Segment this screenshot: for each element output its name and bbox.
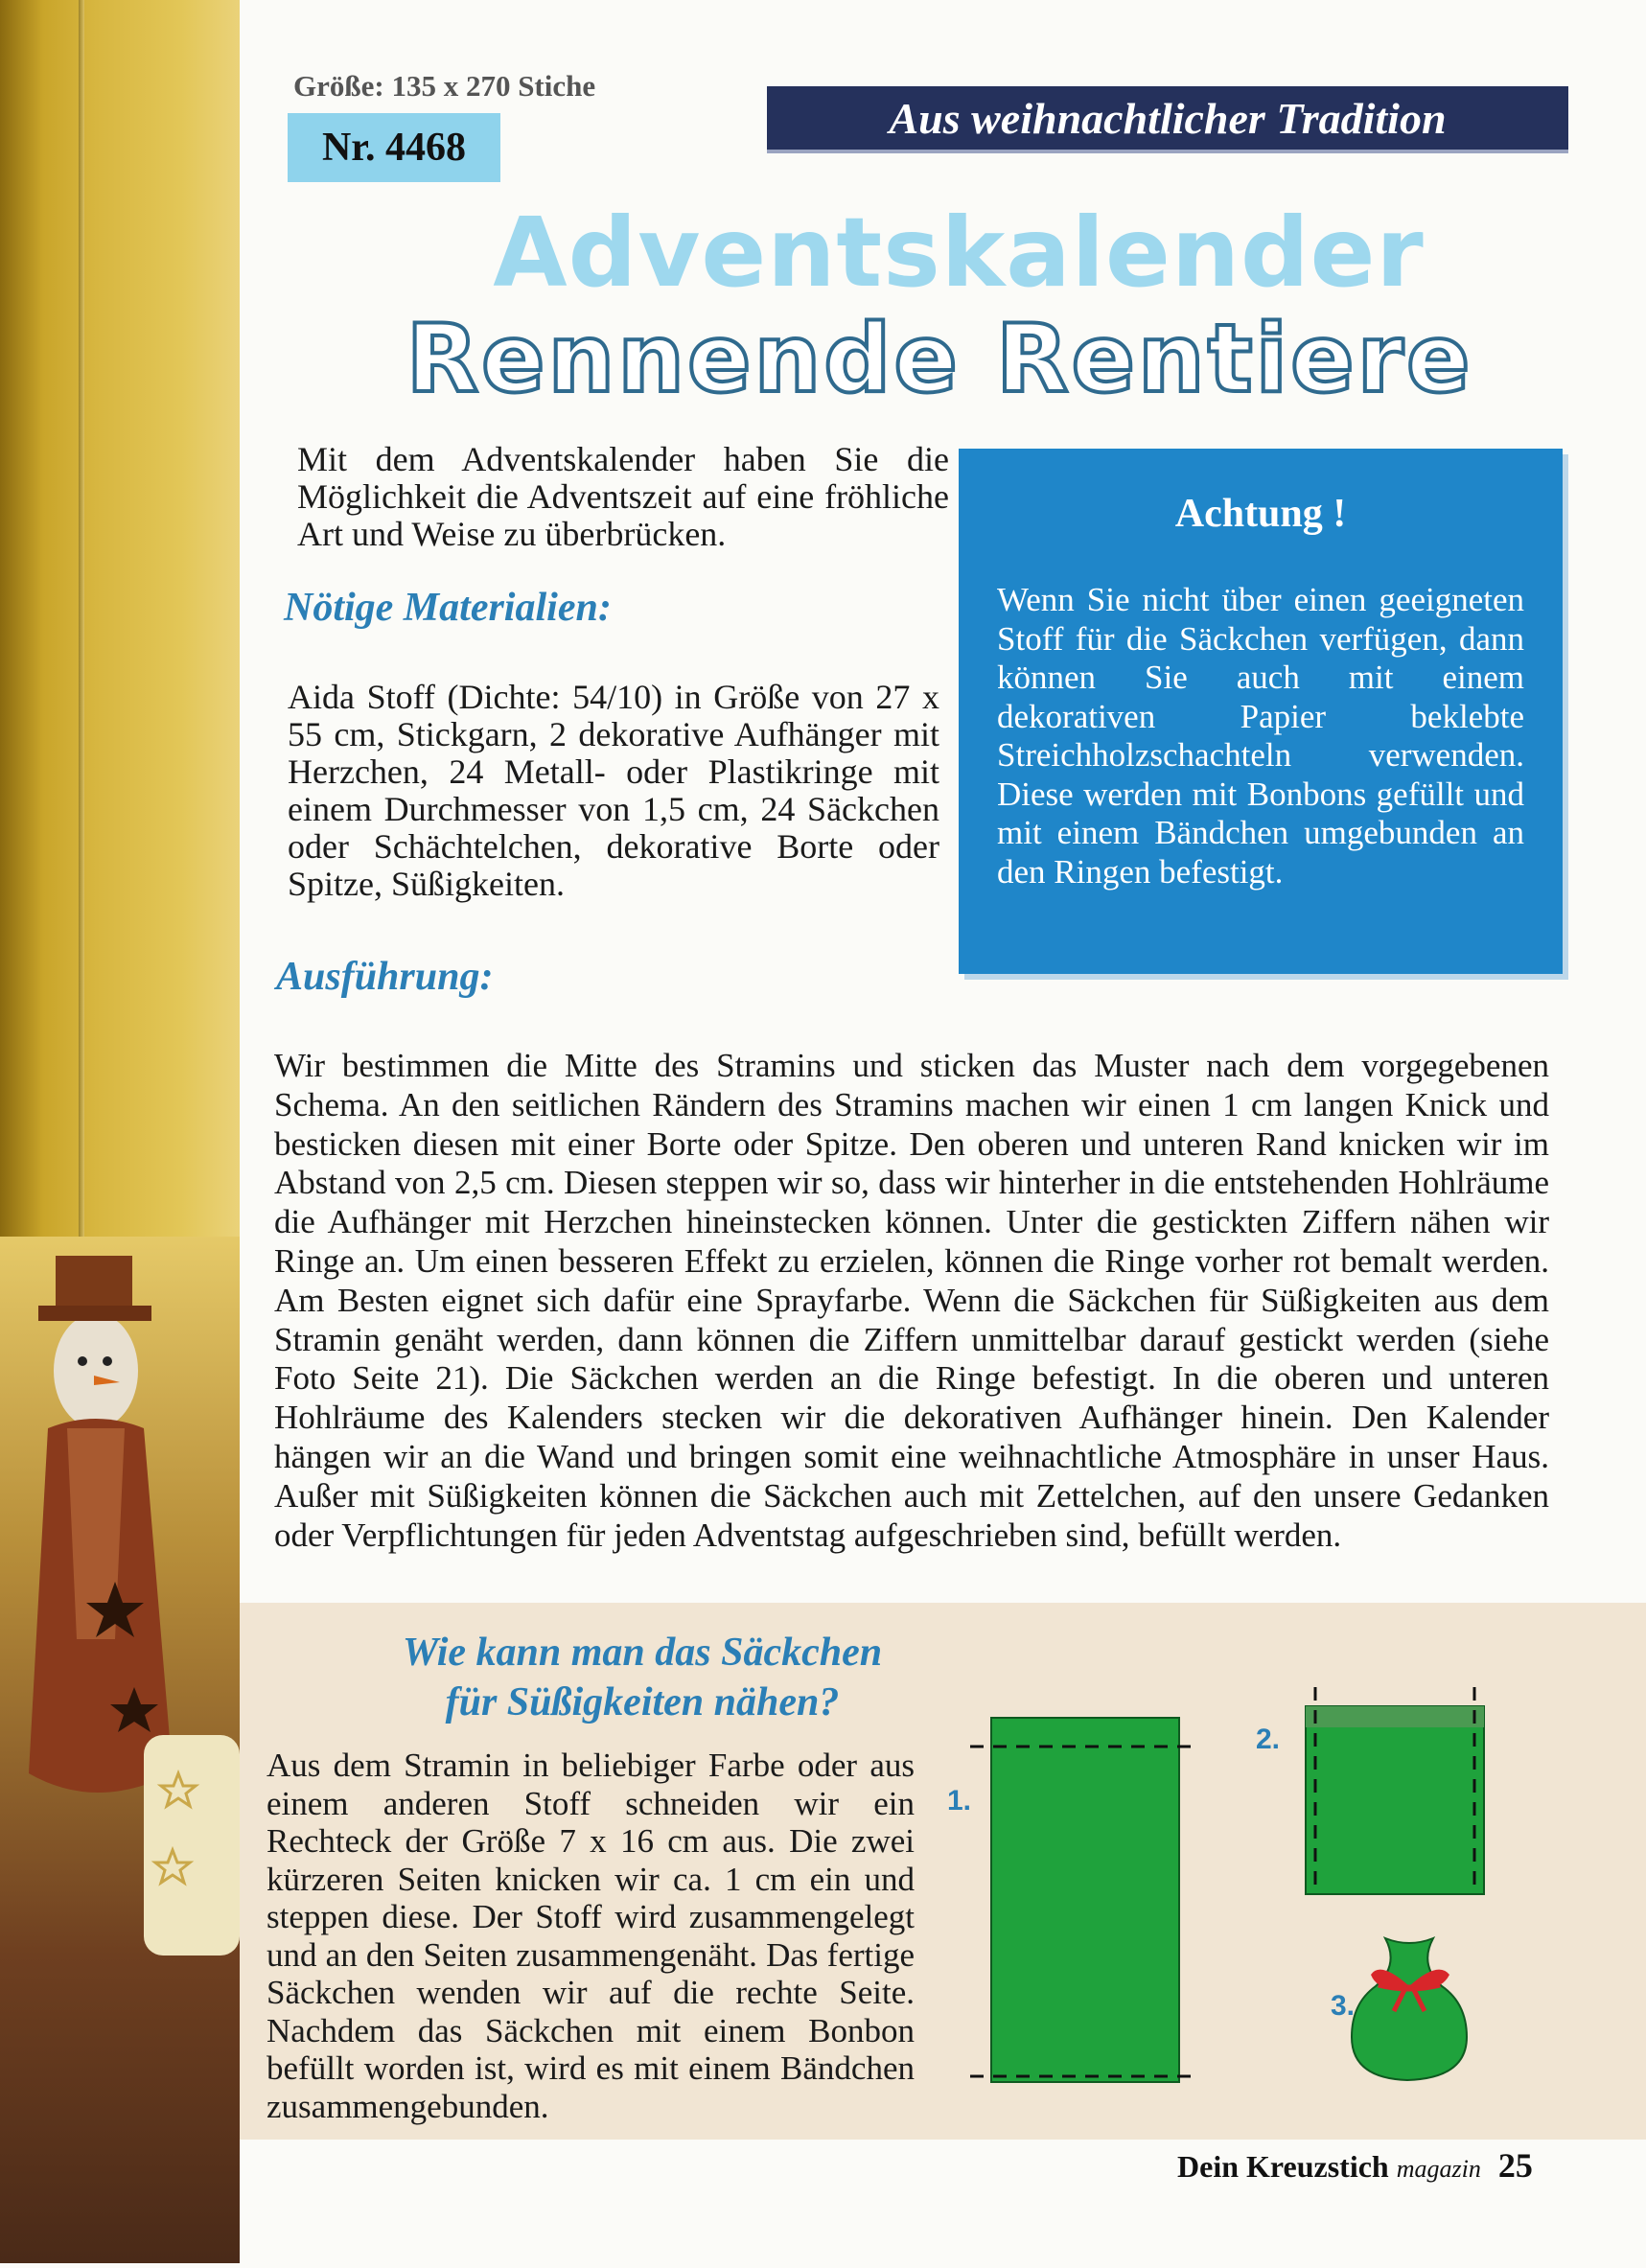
step-2-label: 2. [1256, 1724, 1281, 1755]
execution-heading: Ausführung: [276, 955, 494, 999]
howto-heading-line-2: für Süßigkeiten nähen? [445, 1680, 840, 1724]
attention-text: Wenn Sie nicht über einen geeigneten Stoff für die Säckchen verfügen, dann können Sie auch mit einem dekorativen Papier beklebte Streichholzschachteln verwenden. Diese werden mit Bonbons gefüllt und mit einem Bändchen umgebunden an den Ringen befestigt. [997, 581, 1524, 891]
attention-title: Achtung ! [1174, 492, 1347, 536]
step-1-diagram [970, 1718, 1200, 2082]
sewing-diagrams [949, 1687, 1543, 2090]
step-3-diagram [1352, 1938, 1467, 2080]
page-footer [1177, 2145, 1533, 2186]
materials-paragraph: Aida Stoff (Dichte: 54/10) in Größe von 27 x 55 cm, Stickgarn, 2 dekorative Aufhänger mit Herzchen, 24 Metall- oder Plastikringe mit einem Durchmesser von 1,5 cm, 24 Säckchen oder Schächtelchen, dekorative Borte oder Spitze, Süßigkeiten. [288, 678, 939, 903]
howto-heading-line-1: Wie kann man das Säckchen [402, 1631, 883, 1675]
materials-heading: Nötige Materialien: [284, 586, 612, 630]
snowman-figurine-photo [0, 1237, 240, 2263]
step-3-label: 3. [1331, 1990, 1356, 2022]
page-title: Adventskalender [493, 197, 1425, 309]
howto-heading [288, 1628, 997, 1727]
footer-brand: Dein Kreuzstich [1177, 2149, 1389, 2184]
page-number: 25 [1497, 2146, 1533, 2185]
attention-box [959, 449, 1563, 974]
step-2-diagram [1306, 1687, 1484, 1894]
intro-paragraph: Mit dem Adventskalender haben Sie die Möglichkeit die Adventszeit auf eine fröhliche Art und Weise zu überbrücken. [297, 440, 949, 553]
execution-paragraph: Wir bestimmen die Mitte des Stramins und sticken das Muster nach dem vorgegebenen Schema. An den seitlichen Rändern des Stramins machen wir einen 1 cm langen Knick und besticken diesen mit einer Borte oder Spitze. Den oberen und unteren Rand knicken wir im Abstand von 2,5 cm. Diesen steppen wir so, dass wir hinterher in die entstehenden Hohlräume die Aufhänger mit Herzchen hineinstecken können. Unter die gestickten Ziffern nähen wir Ringe an. Um einen besseren Effekt zu erzielen, können die Ringe vorher rot bemalt werden. Am Besten eignet sich dafür eine Sprayfarbe. Wenn die Säckchen für Süßigkeiten aus dem Stramin genäht werden, dann können die Ziffern unmittelbar darauf gestickt werden (siehe Foto Seite 21). Die Säckchen werden an die Ringe befestigt. In die oberen und unteren Hohlräume des Kalenders stecken wir die dekorativen Aufhänger hinein. Den Kalender hängen wir an die Wand und bringen somit eine weihnachtliche Atmosphäre in unser Haus. Außer mit Süßigkeiten können die Säckchen auch mit Zettelchen, auf den unsere Gedanken oder Verpflichtungen für jeden Adventstag aufgeschrieben sind, befüllt werden. [274, 1047, 1549, 1554]
page-subtitle: Rennende Rentiere [406, 305, 1473, 414]
section-banner: Aus weihnachtlicher Tradition [767, 86, 1568, 150]
howto-paragraph: Aus dem Stramin in beliebiger Farbe oder aus einem anderen Stoff schneiden wir ein Rechteck der Größe 7 x 16 cm aus. Die zwei kürzeren Seiten knicken wir ca. 1 cm ein und steppen diese. Der Stoff wird zusammengelegt und an den Seiten zusammengenäht. Das fertige Säckchen wenden wir auf die rechte Seite. Nachdem das Säckchen mit einem Bonbon befüllt worden ist, wird es mit einem Bändchen zusammengebunden. [267, 1747, 915, 2125]
snowman-figurine-image [0, 1237, 240, 2263]
step-1-label: 1. [947, 1785, 972, 1817]
size-label: Größe: 135 x 270 Stiche [293, 69, 596, 103]
pattern-number: Nr. 4468 [288, 113, 500, 182]
footer-magazine: magazin [1396, 2155, 1481, 2183]
